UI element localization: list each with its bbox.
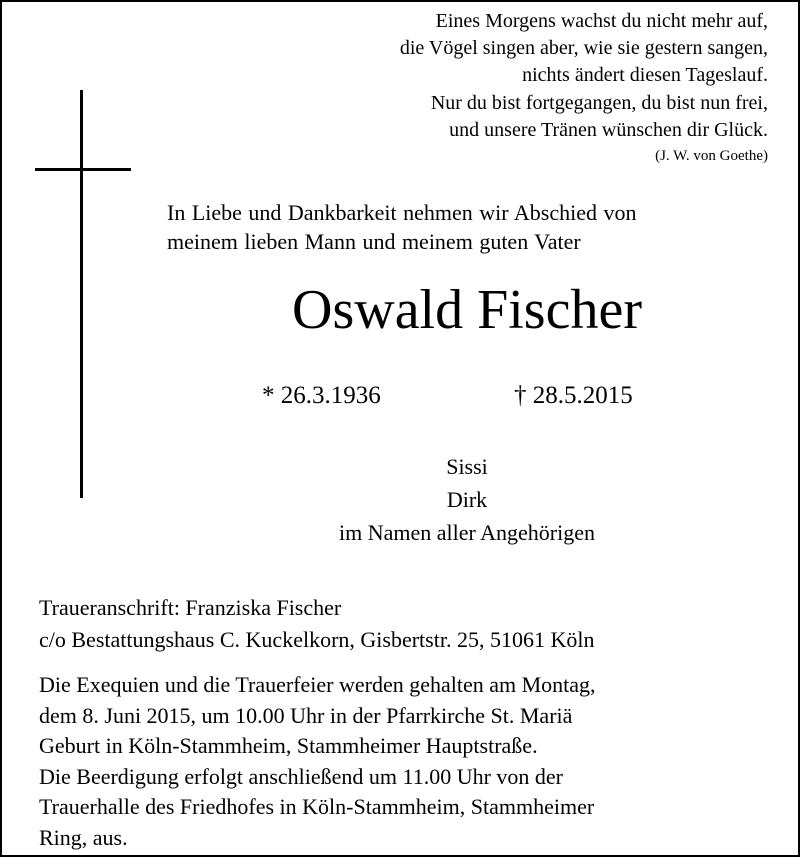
cross-horizontal-bar bbox=[35, 168, 131, 171]
deceased-name: Oswald Fischer bbox=[292, 279, 642, 341]
address-line: c/o Bestattungshaus C. Kuckelkorn, Gisbertstr. 25, 51061 Köln bbox=[39, 627, 595, 652]
poem-line: Nur du bist fortgegangen, du bist nun frei, bbox=[430, 91, 768, 114]
address-line: Traueranschrift: Franziska Fischer bbox=[39, 595, 342, 620]
mourners-list bbox=[167, 450, 767, 549]
mourner-name: Sissi bbox=[446, 454, 488, 479]
service-details bbox=[39, 670, 772, 853]
death-date: † 28.5.2015 bbox=[514, 382, 633, 409]
service-line: Ring, aus. bbox=[39, 824, 128, 850]
service-line: Die Exequien und die Trauerfeier werden gehalten am Montag, bbox=[39, 672, 596, 697]
birth-date: * 26.3.1936 bbox=[262, 382, 381, 409]
intro-line: meinem lieben Mann und meinem guten Vater bbox=[167, 229, 581, 254]
poem-line: nichts ändert diesen Tageslauf. bbox=[522, 64, 768, 87]
service-line: Trauerhalle des Friedhofes in Köln-Stammheim, Stammheimer bbox=[39, 794, 595, 819]
mourners-note: im Namen aller Angehörigen bbox=[339, 520, 595, 545]
mourner-name: Dirk bbox=[446, 487, 488, 512]
poem-attribution: (J. W. von Goethe) bbox=[655, 148, 768, 165]
intro-line: In Liebe und Dankbarkeit nehmen wir Abschied von bbox=[167, 200, 637, 225]
poem-line: Eines Morgens wachst du nicht mehr auf, bbox=[435, 10, 768, 32]
service-line: dem 8. Juni 2015, um 10.00 Uhr in der Pfarrkirche St. Mariä bbox=[39, 702, 573, 728]
cross-vertical-bar bbox=[80, 90, 83, 498]
service-line: Die Beerdigung erfolgt anschließend um 11.00 Uhr von der bbox=[39, 763, 563, 789]
farewell-intro bbox=[167, 198, 767, 256]
poem-block bbox=[400, 8, 768, 168]
poem-line: die Vögel singen aber, wie sie gestern sangen, bbox=[399, 37, 768, 60]
service-line: Geburt in Köln-Stammheim, Stammheimer Hauptstraße. bbox=[39, 733, 538, 758]
mourning-address bbox=[39, 592, 594, 656]
poem-line: und unsere Tränen wünschen dir Glück. bbox=[449, 118, 768, 141]
